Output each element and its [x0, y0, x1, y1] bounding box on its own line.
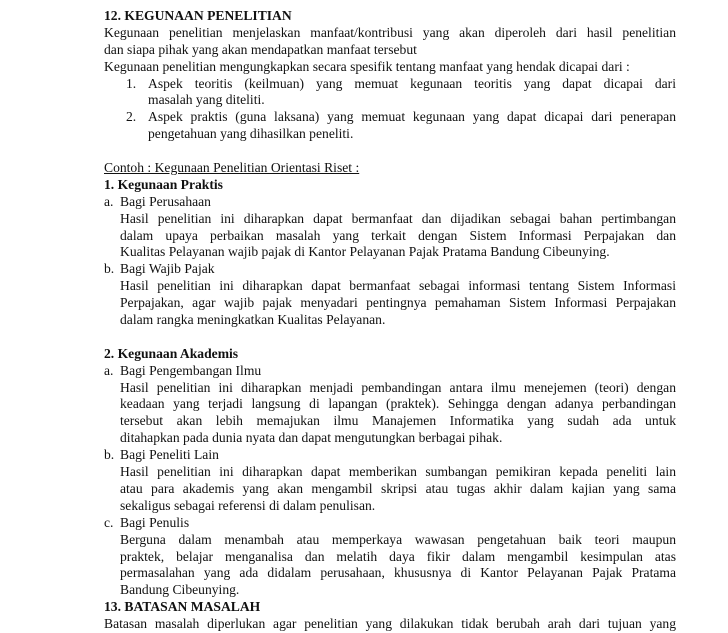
praktis-a-line-2: dalam upaya perbaikan masalah yang terkait dengan Sistem Informasi Perpajakan dan [120, 227, 676, 243]
praktis-b-label: b. [104, 261, 115, 277]
praktis-b-line-1: Hasil penelitian ini diharapkan dapat bermanfaat sebagai informasi tentang Sistem Informasi [120, 278, 676, 294]
akademis-a-line-2: keadaan yang terjadi langsung di lapangan (praktek). Sehingga dengan adanya perbandingan [120, 396, 676, 412]
akademis-a-label: a. [104, 362, 114, 378]
akademis-c-title-text: Bagi Penulis [120, 514, 190, 530]
list-item-2 [104, 109, 676, 126]
akademis-c-line-3: permasalahan yang ada didalam perusahaan, khususnya di Kantor Pelayanan Pajak Pratama [120, 565, 676, 581]
akademis-b-line-3: sekaligus sebagai referensi di dalam penulisan. [120, 497, 376, 513]
list-item-1-number: 1. [126, 75, 137, 91]
praktis-a-label: a. [104, 193, 114, 209]
praktis-b-title [104, 261, 676, 278]
section-13-paragraph-1-line-1: Batasan masalah diperlukan agar penelitian yang dilakukan tidak berubah arah dari tujuan yang [104, 616, 676, 632]
section-12-paragraph-1-line-2: dan siapa pihak yang akan mendapatkan manfaat tersebut [104, 41, 417, 57]
akademis-c-title [104, 515, 676, 532]
section-12-heading: 12. KEGUNAAN PENELITIAN [104, 8, 292, 23]
praktis-b-line-2: Perpajakan, agar wajib pajak menyadari pentingnya pemahaman Sistem Informasi Perpajakan [120, 295, 676, 311]
section-12-paragraph-1-line-1: Kegunaan penelitian menjelaskan manfaat/kontribusi yang akan diperoleh dari hasil penelitian [104, 24, 676, 40]
akademis-a-title [104, 363, 676, 380]
list-item-2-number: 2. [126, 109, 137, 125]
akademis-b-title [104, 447, 676, 464]
section-12-paragraph-2-line-1: Kegunaan penelitian mengungkapkan secara spesifik tentang manfaat yang hendak dicapai dari : [104, 58, 630, 74]
akademis-c-line-2: praktek, belajar menganalisa dan melatih daya fikir dalam mengambil kesimpulan atas [120, 548, 676, 564]
akademis-a-line-1: Hasil penelitian ini diharapkan menjadi pembandingan antara ilmu menejemen (teori) dengan [120, 379, 676, 395]
kegunaan-praktis-heading: 1. Kegunaan Praktis [104, 176, 223, 192]
akademis-b-label: b. [104, 447, 115, 463]
akademis-a-title-text: Bagi Pengembangan Ilmu [120, 362, 262, 378]
akademis-a-line-4: ditahapkan pada dunia nyata dan dapat mengutungkan berbagai pihak. [120, 430, 503, 446]
list-item-1 [104, 76, 676, 93]
akademis-c-line-1: Berguna dalam menambah atau memperkaya wawasan pengetahuan baik teori maupun [120, 531, 676, 547]
akademis-c-line-4: Bandung Cibeunying. [120, 582, 240, 598]
praktis-a-line-1: Hasil penelitian ini diharapkan dapat bermanfaat dan dijadikan sebagai bahan pertimbangan [120, 210, 676, 226]
akademis-a-line-3: tersebut akan lebih memajukan ilmu Manajemen Informatika yang sudah ada untuk [120, 413, 676, 429]
akademis-b-line-2: atau para akademis yang akan mengambil skripsi atau tugas akhir dalam kajian yang sama [120, 480, 676, 496]
list-item-1-line-1: Aspek teoritis (keilmuan) yang memuat kegunaan teoritis yang dapat dicapai dari [148, 75, 676, 91]
document-page [104, 8, 676, 633]
section-13-heading: 13. BATASAN MASALAH [104, 599, 261, 615]
list-item-2-line-1: Aspek praktis (guna laksana) yang memuat kegunaan yang dapat dicapai dari penerapan [148, 109, 676, 125]
praktis-a-title-text: Bagi Perusahaan [120, 193, 211, 209]
kegunaan-akademis-heading: 2. Kegunaan Akademis [104, 345, 239, 361]
praktis-b-line-3: dalam rangka meningkatkan Kualitas Pelayanan. [120, 312, 386, 328]
akademis-c-label: c. [104, 514, 114, 530]
praktis-a-title [104, 194, 676, 211]
praktis-a-line-3: Kualitas Pelayanan wajib pajak di Kantor Pelayanan Pajak Pratama Bandung Cibeunying. [120, 244, 610, 260]
akademis-b-title-text: Bagi Peneliti Lain [120, 447, 219, 463]
list-item-1-line-2: masalah yang diteliti. [148, 92, 265, 108]
praktis-b-title-text: Bagi Wajib Pajak [120, 261, 215, 277]
list-item-2-line-2: pengetahuan yang dihasilkan peneliti. [148, 126, 354, 142]
spacer [104, 329, 676, 346]
akademis-b-line-1: Hasil penelitian ini diharapkan dapat memberikan sumbangan pemikiran kepada peneliti lain [120, 464, 676, 480]
spacer [104, 143, 676, 160]
contoh-title: Contoh : Kegunaan Penelitian Orientasi Riset : [104, 160, 360, 176]
